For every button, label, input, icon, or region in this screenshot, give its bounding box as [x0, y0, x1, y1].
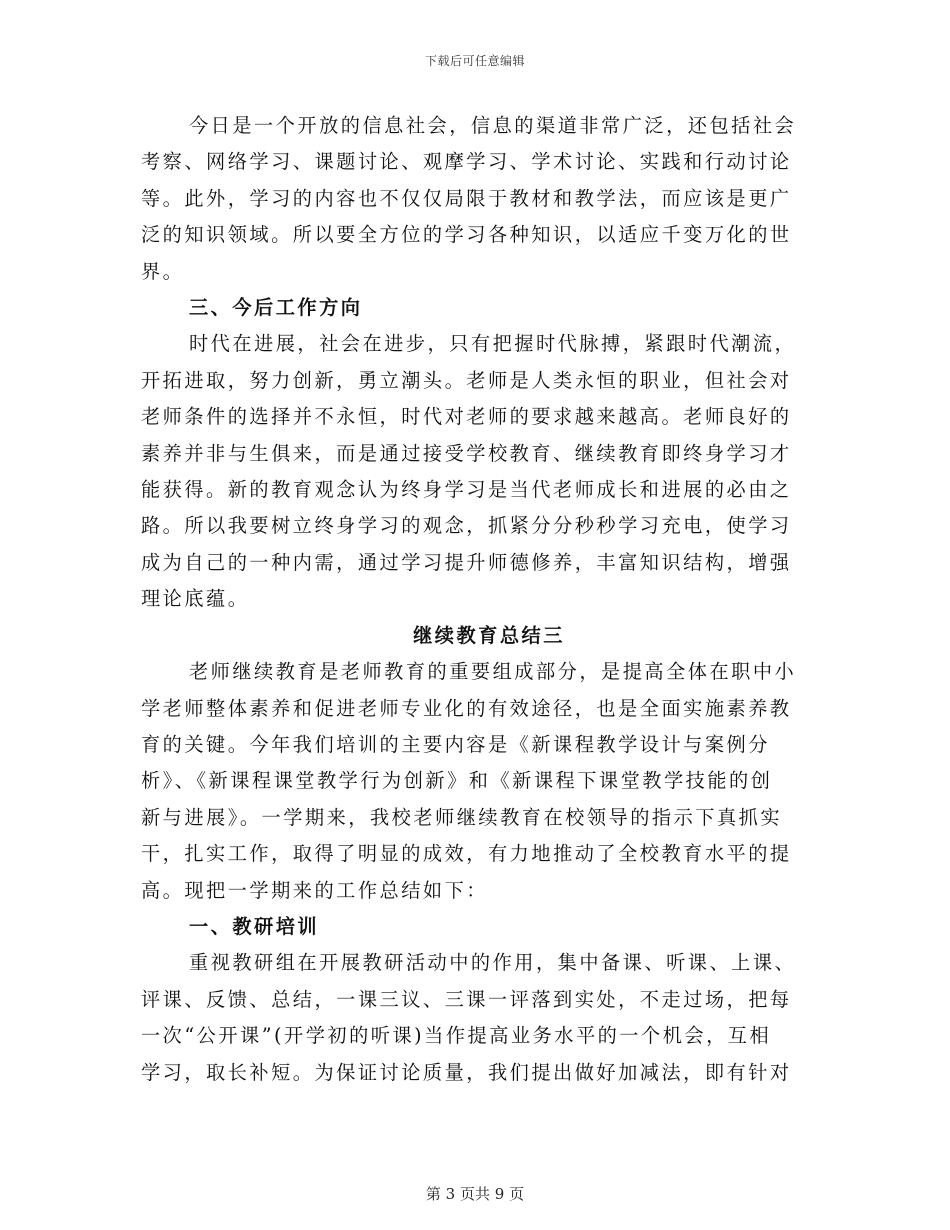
text-line: 成为自己的一种内需，通过学习提升师德修养，丰富知识结构，增强: [141, 550, 792, 574]
text-line: 时代在进展，社会在进步，只有把握时代脉搏，紧跟时代潮流，: [189, 332, 797, 356]
text-line: 素养并非与生俱来，而是通过接受学校教育、继续教育即终身学习才: [141, 441, 792, 465]
text-line: 老师条件的选择并不永恒，时代对老师的要求越来越高。老师良好的: [141, 405, 792, 429]
text-line: 考察、网络学习、课题讨论、观摩学习、学术讨论、实践和行动讨论: [141, 150, 792, 174]
paragraph-continuing-education: [141, 654, 797, 909]
text-line: 理论底蕴。: [141, 587, 250, 611]
text-line: 高。现把一学期来的工作总结如下：: [141, 878, 488, 902]
text-line: 泛的知识领域。所以要全方位的学习各种知识，以适应千变万化的世: [141, 223, 792, 247]
text-line: 路。所以我要树立终身学习的观念，抓紧分分秒秒学习充电，使学习: [141, 514, 792, 538]
text-line: 能获得。新的教育观念认为终身学习是当代老师成长和进展的必由之: [141, 478, 792, 502]
document-body: [141, 108, 797, 1091]
text-line: 开拓进取，努力创新，勇立潮头。老师是人类永恒的职业，但社会对: [141, 368, 792, 392]
text-line: 老师继续教育是老师教育的重要组成部分，是提高全体在职中小: [189, 660, 797, 684]
text-line: 育的关键。今年我们培训的主要内容是《新课程教学设计与案例分: [141, 732, 770, 756]
paragraph-teaching-research: [141, 945, 797, 1091]
section-title: 继续教育总结三: [413, 623, 565, 647]
heading-teaching-research: 一、教研培训: [189, 914, 320, 938]
text-line: 评课、反馈、总结，一课三议、三课一评落到实处，不走过场，把每: [141, 987, 792, 1011]
text-line: 界。: [141, 259, 185, 283]
paragraph-open-society: [141, 108, 797, 290]
text-line: 重视教研组在开展教研活动中的作用，集中备课、听课、上课、: [189, 951, 797, 975]
page-header: 下载后可任意编辑: [424, 54, 525, 68]
text-line: 析》、《新课程课堂教学行为创新》和《新课程下课堂教学技能的创: [141, 769, 773, 793]
text-line: 干，扎实工作，取得了明显的成效，有力地推动了全校教育水平的提: [141, 842, 792, 866]
text-line: 学老师整体素养和促进老师专业化的有效途径，也是全面实施素养教: [141, 696, 792, 720]
page-footer: 第 3 页共 9 页: [425, 1185, 525, 1203]
text-line: 新与进展》。一学期来，我校老师继续教育在校领导的指示下真抓实: [141, 805, 783, 829]
text-line: 一次“公开课”(开学初的听课)当作提高业务水平的一个机会，互相: [141, 1024, 772, 1048]
text-line: 等。此外，学习的内容也不仅仅局限于教材和教学法，而应该是更广: [141, 186, 792, 210]
heading-future-direction: 三、今后工作方向: [189, 296, 363, 320]
text-line: 今日是一个开放的信息社会，信息的渠道非常广泛，还包括社会: [189, 114, 797, 137]
paragraph-lifelong-learning: [141, 326, 797, 617]
text-line: 学习，取长补短。为保证讨论质量，我们提出做好加减法，即有针对: [141, 1060, 792, 1084]
